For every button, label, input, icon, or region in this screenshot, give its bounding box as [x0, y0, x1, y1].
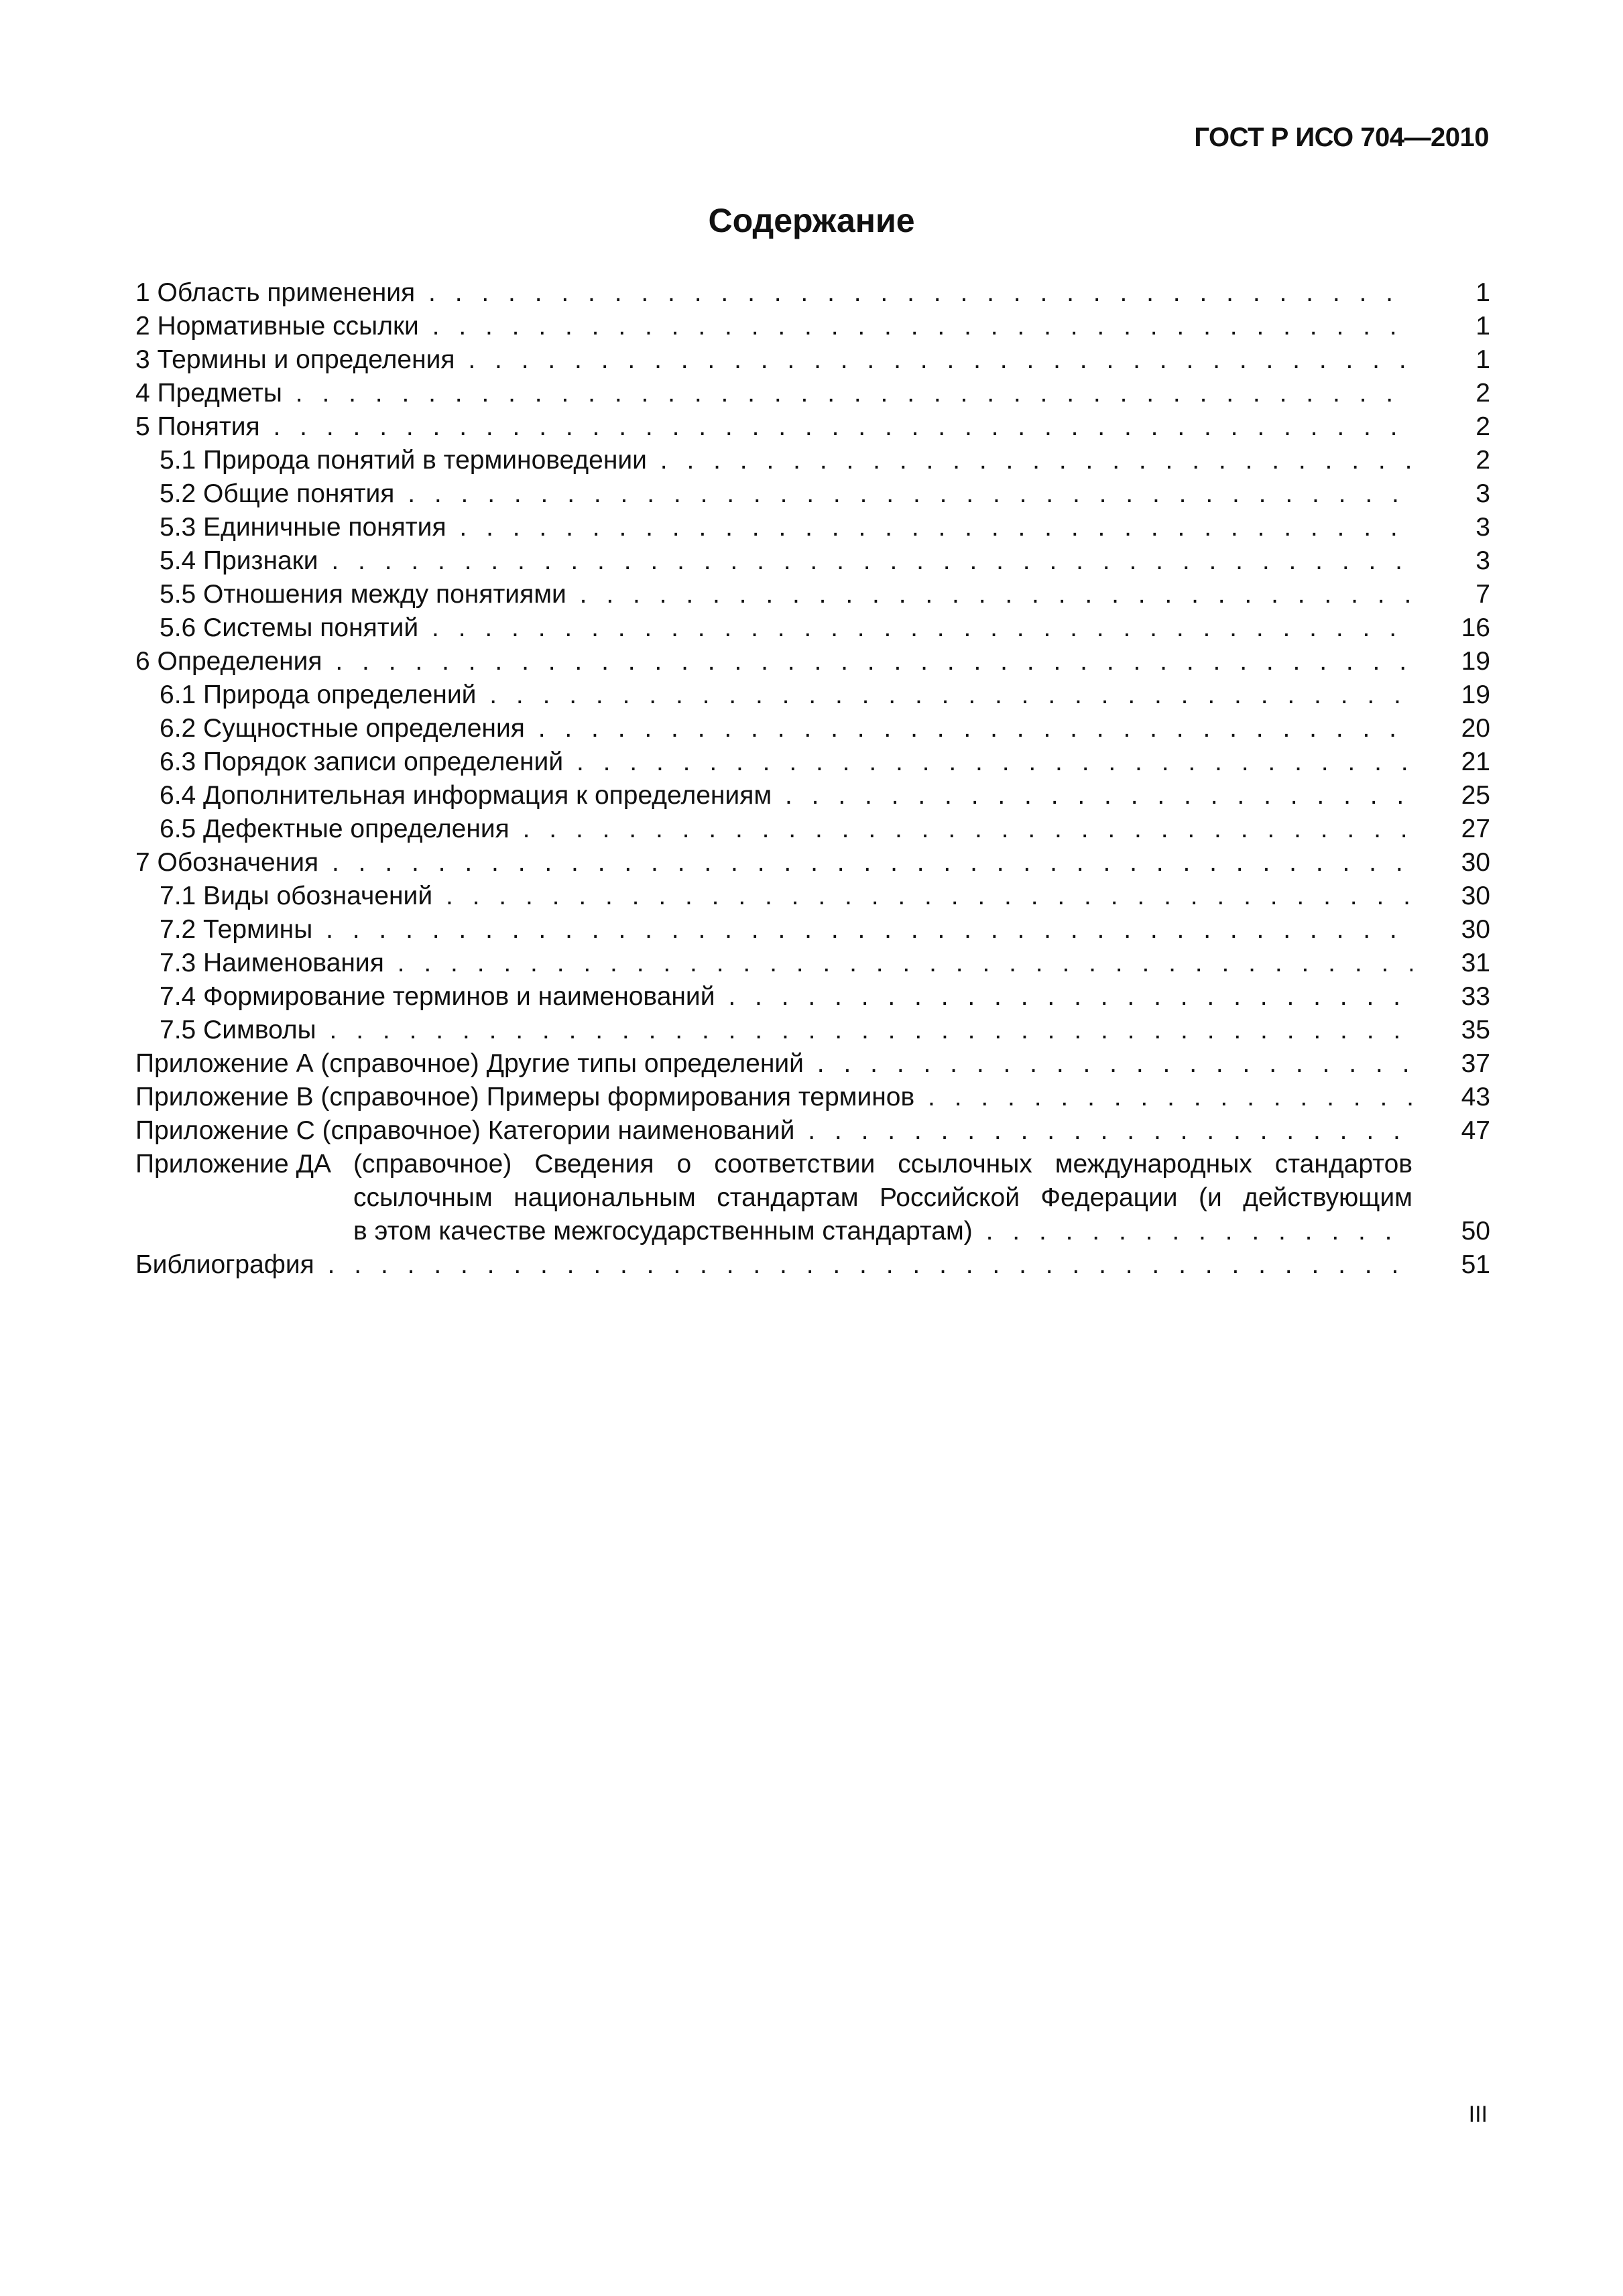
toc-subentry[interactable]	[135, 1014, 1490, 1047]
toc-entry-title: 5 Понятия . . .	[135, 410, 1412, 444]
toc-subentry[interactable]	[135, 779, 1490, 812]
toc-subentry[interactable]	[135, 880, 1490, 913]
toc-subentry[interactable]	[135, 444, 1490, 477]
toc-entry-description	[353, 1148, 1412, 1248]
toc-entry-page: 3	[1476, 513, 1490, 542]
toc-entry-title: 5.2 Общие понятия . . .	[160, 477, 1412, 511]
toc-entry-title: 7.5 Символы . . .	[160, 1014, 1412, 1047]
toc-entry[interactable]	[135, 645, 1490, 678]
toc-entry-page: 37	[1461, 1049, 1490, 1078]
toc-entry-page: 30	[1461, 882, 1490, 910]
toc-subentry[interactable]	[135, 712, 1490, 745]
toc-entry-page: 7	[1476, 580, 1490, 609]
toc-entry[interactable]	[135, 276, 1490, 310]
toc-entry-title: 6 Определения . . .	[135, 645, 1412, 678]
toc-entry-page: 19	[1461, 680, 1490, 709]
toc-entry-title: 5.5 Отношения между понятиями . . .	[160, 578, 1412, 611]
toc-entry-page: 21	[1461, 747, 1490, 776]
toc-entry-title: 7.2 Термины . . .	[160, 913, 1412, 947]
toc-entry-title: 5.3 Единичные понятия . . .	[160, 511, 1412, 544]
toc-entry-line: ссылочным национальным стандартам Российской Федерации (и действующим	[353, 1183, 1412, 1212]
toc-entry-annex-da[interactable]	[135, 1148, 1490, 1248]
toc-entry-line: (справочное) Сведения о соответствии ссылочных международных стандартов	[353, 1150, 1412, 1179]
toc-entry-title: 6.3 Порядок записи определений . . .	[160, 745, 1412, 779]
page-number: III	[1468, 2102, 1488, 2127]
toc-entry-title: 7.3 Наименования . . .	[160, 947, 1412, 980]
toc-entry-page: 3	[1476, 479, 1490, 508]
toc-subentry[interactable]	[135, 980, 1490, 1014]
toc-subentry[interactable]	[135, 812, 1490, 846]
toc-entry[interactable]	[135, 410, 1490, 444]
toc-entry-title: Приложение В (справочное) Примеры формирования терминов . . .	[135, 1081, 1412, 1114]
toc-entry-page: 3	[1476, 546, 1490, 575]
toc-entry-line: в этом качестве межгосударственным стандартам) . . .	[353, 1215, 1412, 1248]
toc-entry-page: 2	[1476, 379, 1490, 408]
toc-entry-page: 20	[1461, 714, 1490, 743]
toc-entry[interactable]	[135, 343, 1490, 377]
toc-entry-page: 30	[1461, 848, 1490, 877]
toc-subentry[interactable]	[135, 678, 1490, 712]
toc-entry-title: 4 Предметы . . .	[135, 377, 1412, 410]
toc-entry[interactable]	[135, 846, 1490, 880]
toc-entry-label: Приложение ДА	[135, 1150, 332, 1179]
toc-entry-title: 6.4 Дополнительная информация к определениям . . .	[160, 779, 1412, 812]
toc-entry-title: 5.4 Признаки . . .	[160, 544, 1412, 578]
toc-entry-page: 1	[1476, 278, 1490, 307]
toc-subentry[interactable]	[135, 544, 1490, 578]
toc-entry-title: 7.1 Виды обозначений . . .	[160, 880, 1412, 913]
toc-subentry[interactable]	[135, 511, 1490, 544]
toc-entry[interactable]	[135, 1081, 1490, 1114]
toc-entry-title: 7 Обозначения . . .	[135, 846, 1412, 880]
toc-entry-title: 6.2 Сущностные определения . . .	[160, 712, 1412, 745]
page-title: Содержание	[708, 202, 915, 239]
toc-subentry[interactable]	[135, 578, 1490, 611]
toc-entry-title: 2 Нормативные ссылки . . .	[135, 310, 1412, 343]
toc-entry-title: 7.4 Формирование терминов и наименований . . .	[160, 980, 1412, 1014]
toc-entry[interactable]	[135, 377, 1490, 410]
toc-entry-title: 1 Область применения . . .	[135, 276, 1412, 310]
toc-entry[interactable]	[135, 1047, 1490, 1081]
toc-entry-page: 30	[1461, 915, 1490, 944]
toc-entry-page: 16	[1461, 613, 1490, 642]
toc-subentry[interactable]	[135, 477, 1490, 511]
toc-entry-title: 5.1 Природа понятий в терминоведении . . .	[160, 444, 1412, 477]
toc-entry-title: 3 Термины и определения . . .	[135, 343, 1412, 377]
toc-entry-title: 6.1 Природа определений . . .	[160, 678, 1412, 712]
toc-entry-page: 47	[1461, 1116, 1490, 1145]
toc-entry-bibliography[interactable]	[135, 1248, 1490, 1282]
toc-entry-page: 43	[1461, 1083, 1490, 1111]
table-of-contents	[135, 276, 1490, 1282]
toc-entry-title: Приложение А (справочное) Другие типы определений . . .	[135, 1047, 1412, 1081]
toc-entry-page: 25	[1461, 781, 1490, 810]
toc-entry-title: 6.5 Дефектные определения . . .	[160, 812, 1412, 846]
toc-entry-title: Библиография . . .	[135, 1248, 1412, 1282]
toc-entry-page: 50	[1461, 1217, 1490, 1246]
toc-entry-page: 1	[1476, 345, 1490, 374]
toc-entry-page: 51	[1461, 1250, 1490, 1279]
toc-entry-page: 2	[1476, 412, 1490, 441]
toc-subentry[interactable]	[135, 913, 1490, 947]
toc-entry-title: 5.6 Системы понятий . . .	[160, 611, 1412, 645]
toc-entry-page: 19	[1461, 647, 1490, 676]
toc-subentry[interactable]	[135, 611, 1490, 645]
toc-entry-page: 27	[1461, 814, 1490, 843]
toc-subentry[interactable]	[135, 947, 1490, 980]
toc-entry[interactable]	[135, 310, 1490, 343]
toc-entry-title: Приложение С (справочное) Категории наименований . . .	[135, 1114, 1412, 1148]
toc-entry-page: 31	[1461, 949, 1490, 977]
toc-entry-page: 2	[1476, 446, 1490, 475]
toc-entry-page: 1	[1476, 312, 1490, 341]
toc-subentry[interactable]	[135, 745, 1490, 779]
toc-entry-page: 35	[1461, 1016, 1490, 1044]
toc-entry[interactable]	[135, 1114, 1490, 1148]
toc-entry-page: 33	[1461, 982, 1490, 1011]
standard-designation: ГОСТ Р ИСО 704—2010	[1194, 123, 1489, 152]
